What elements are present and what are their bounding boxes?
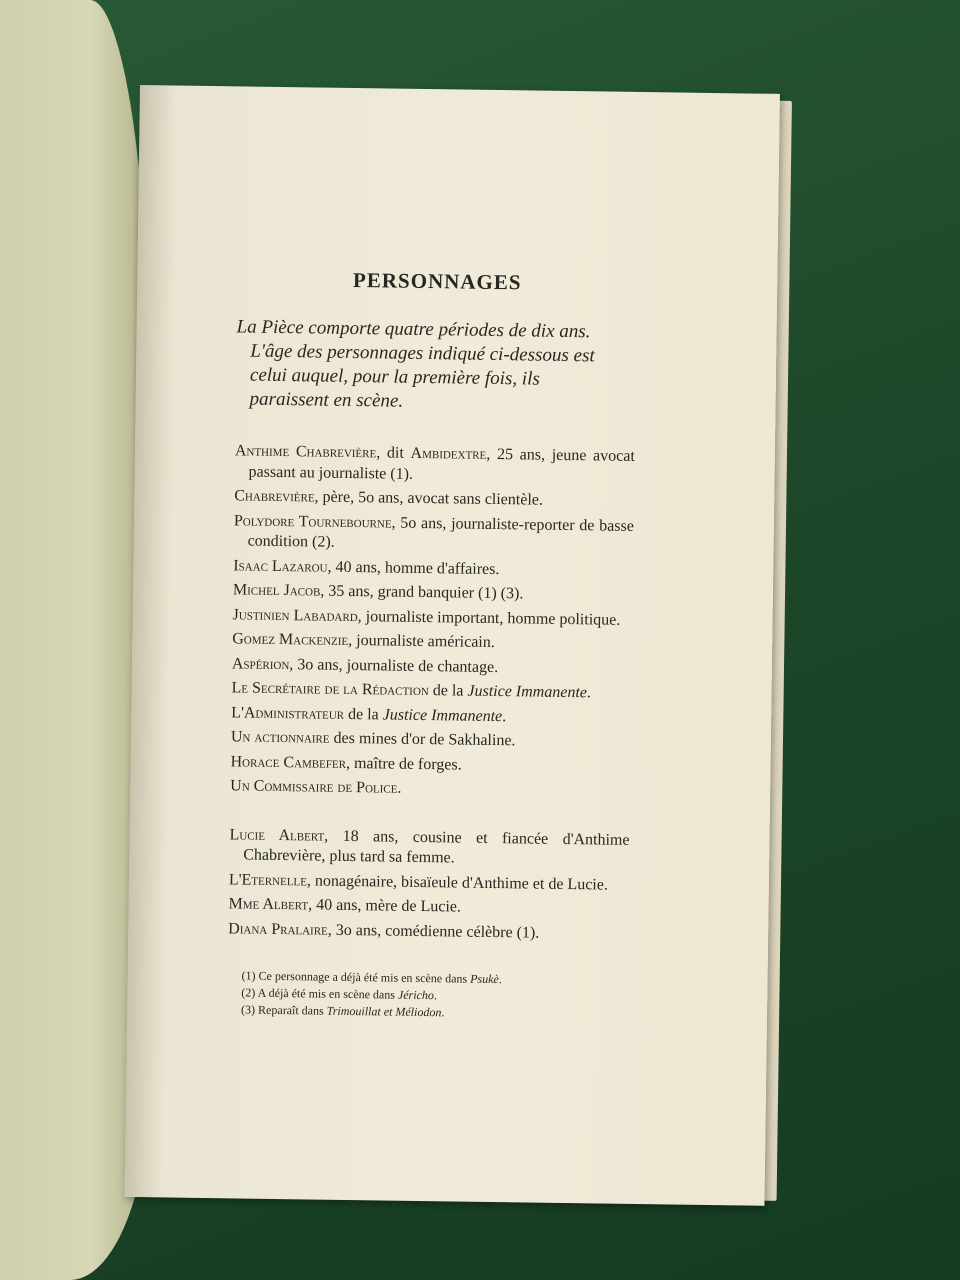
character-name: Un actionnaire [230,728,330,747]
intro-paragraph [235,315,636,417]
character-entry [234,441,635,488]
footnotes [227,967,628,1024]
intro-line: paraissent en scène. [249,388,404,412]
character-name: L'Eternelle [228,870,308,889]
character-entry [228,894,628,920]
footnote-text: (2) A déjà été mis en scène dans [241,985,399,1002]
character-desc: , 40 ans, homme d'affaires. [327,558,500,578]
character-name: Gomez Mackenzie [232,630,349,649]
character-desc: . [502,707,507,725]
character-desc: . [586,684,592,702]
character-entry [232,654,632,680]
character-entry [232,629,632,655]
character-name: Polydore Tournebourne [233,511,392,532]
character-name: Diana Pralaire [228,919,328,939]
character-desc: , 35 ans, grand banquier (1) (3). [320,582,524,603]
characters-women-list [228,825,630,945]
character-entry [234,486,634,512]
character-desc: , nonagénaire, bisaïeule d'Anthime et de Lucie. [306,871,609,894]
footnote-text: . [441,1005,445,1020]
character-entry [233,580,633,606]
character-name: Anthime Chabrevière [234,442,377,462]
character-desc: , 3o ans, comédienne célèbre (1). [327,921,540,942]
character-name: Un Commissaire de Police [230,777,398,797]
character-desc: , 25 ans, jeune avocat passant au journaliste (1). [248,445,635,483]
character-entry [233,556,633,582]
character-desc: . [397,779,402,797]
character-desc: , 5o ans, journaliste-reporter de basse condition (2). [247,514,634,551]
newspaper-title: Justice Immanente [382,705,503,725]
intro-line: celui auquel, pour la première fois, ils [249,364,540,390]
character-name: Isaac Lazarou [233,556,328,576]
character-desc: de la [428,682,468,700]
character-desc: , journaliste américain. [348,631,495,652]
footnote-text: . [498,972,502,987]
newspaper-title: Justice Immanente [467,682,588,702]
character-name: L'Administrateur [231,703,345,723]
page-content [227,266,637,1024]
character-entry [233,511,634,558]
character-entry [229,870,629,896]
footnote-text: (1) Ce personnage a déjà été mis en scène dans [241,968,471,986]
character-desc: , 40 ans, mère de Lucie. [308,896,462,916]
intro-line: La Pièce comporte quatre périodes de dix ans. [236,316,591,343]
footnote-text: . [433,988,438,1003]
character-desc: , maître de forges. [345,754,462,774]
character-entry [230,776,630,802]
work-title: Trimouillat et Méliodon [326,1003,442,1020]
character-name: Lucie Albert [229,825,325,845]
character-entry [231,678,631,704]
character-entry [231,727,631,753]
character-entry [228,919,628,945]
characters-men-list [230,441,635,802]
character-desc: , journaliste important, homme politique. [357,607,621,629]
character-entry [232,605,632,631]
work-title: Jéricho [397,987,435,1003]
work-title: Psukè [470,971,499,987]
footnote-text: (3) Reparaît dans [241,1002,327,1018]
character-desc: , 3o ans, journaliste de chantage. [289,655,499,676]
intro-line: L'âge des personnages indiqué ci-dessous est [250,340,595,367]
character-desc: des mines d'or de Sakhaline. [329,729,516,750]
character-name: Justinien Labadard [232,605,358,625]
character-name: Horace Cambefer [230,752,347,772]
character-desc: , père, 5o ans, avocat sans clientèle. [314,488,544,509]
character-name: Mme Albert [228,895,309,914]
character-desc: , 18 ans, cousine et fiancée d'Anthime Chabrevière, plus tard sa femme. [243,827,630,867]
character-entry [231,703,631,729]
character-name: Aspérion [231,654,290,673]
character-alias: Ambidextre [410,444,487,463]
character-entry [229,825,630,872]
book-page [124,85,779,1206]
character-name: Chabrevière [234,487,315,506]
character-entry [230,752,630,778]
character-desc: de la [343,705,383,723]
character-desc: , dit [376,444,411,462]
page-title: PERSONNAGES [352,267,522,295]
character-name: Le Secrétaire de la Rédaction [231,679,429,700]
character-name: Michel Jacob [232,581,321,600]
